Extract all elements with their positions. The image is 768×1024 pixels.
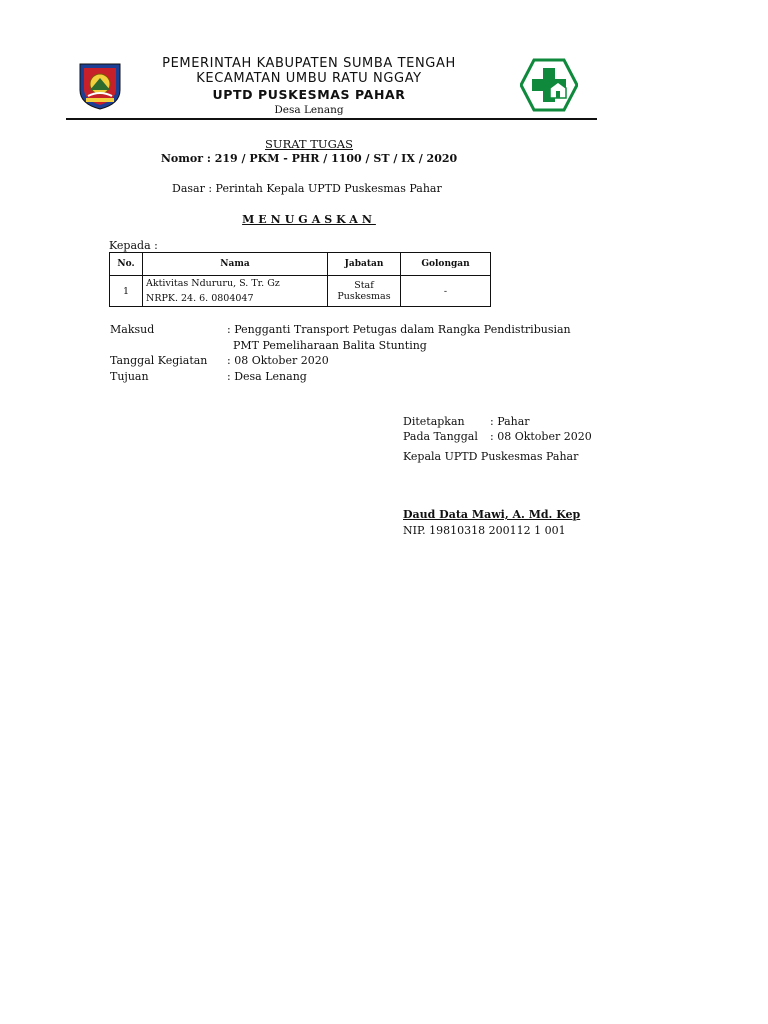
header-no: No. xyxy=(110,253,143,276)
maksud-value: : Pengganti Transport Petugas dalam Rangka Pendistribusian xyxy=(227,323,571,336)
assignment-heading: MENUGASKAN xyxy=(242,213,376,226)
signer-position: Kepala UPTD Puskesmas Pahar xyxy=(403,450,579,463)
cell-nama xyxy=(143,276,328,307)
tanggal-kegiatan-label: Tanggal Kegiatan xyxy=(110,354,208,367)
ditetapkan-value: : Pahar xyxy=(490,415,530,428)
staff-name: Aktivitas Ndururu, S. Tr. Gz xyxy=(146,278,280,289)
cell-no: 1 xyxy=(110,276,143,307)
table-row xyxy=(110,276,491,307)
cell-jabatan xyxy=(328,276,401,307)
staff-table xyxy=(109,252,491,307)
header-village: Desa Lenang xyxy=(274,104,344,116)
maksud-label: Maksud xyxy=(110,323,155,336)
ditetapkan-label: Ditetapkan xyxy=(403,415,465,428)
tujuan-label: Tujuan xyxy=(110,370,149,383)
header-divider xyxy=(66,118,597,120)
header-golongan: Golongan xyxy=(401,253,491,276)
header-institution: UPTD PUSKESMAS PAHAR xyxy=(212,87,406,102)
table-header-row xyxy=(110,253,491,276)
pada-tanggal-value: : 08 Oktober 2020 xyxy=(490,430,592,443)
signer-name: Daud Data Mawi, A. Md. Kep xyxy=(403,508,581,521)
pada-tanggal-label: Pada Tanggal xyxy=(403,430,478,443)
letter-title: SURAT TUGAS xyxy=(265,137,353,151)
cell-golongan: - xyxy=(401,276,491,307)
jabatan-line2: Puskesmas xyxy=(337,291,391,302)
jabatan-line1: Staf xyxy=(354,280,374,291)
letter-basis: Dasar : Perintah Kepala UPTD Puskesmas Pahar xyxy=(172,182,442,195)
maksud-value-continued: PMT Pemeliharaan Balita Stunting xyxy=(233,339,427,352)
header-government: PEMERINTAH KABUPATEN SUMBA TENGAH xyxy=(162,56,456,71)
header-district: KECAMATAN UMBU RATU NGGAY xyxy=(196,71,422,86)
tanggal-kegiatan-value: : 08 Oktober 2020 xyxy=(227,354,329,367)
tujuan-value: : Desa Lenang xyxy=(227,370,307,383)
signer-nip: NIP. 19810318 200112 1 001 xyxy=(403,524,566,537)
staff-nrpk: NRPK. 24. 6. 0804047 xyxy=(146,293,254,304)
recipient-label: Kepada : xyxy=(109,239,158,252)
header-jabatan: Jabatan xyxy=(328,253,401,276)
header-nama: Nama xyxy=(143,253,328,276)
letter-number: Nomor : 219 / PKM - PHR / 1100 / ST / IX / 2020 xyxy=(160,152,458,165)
